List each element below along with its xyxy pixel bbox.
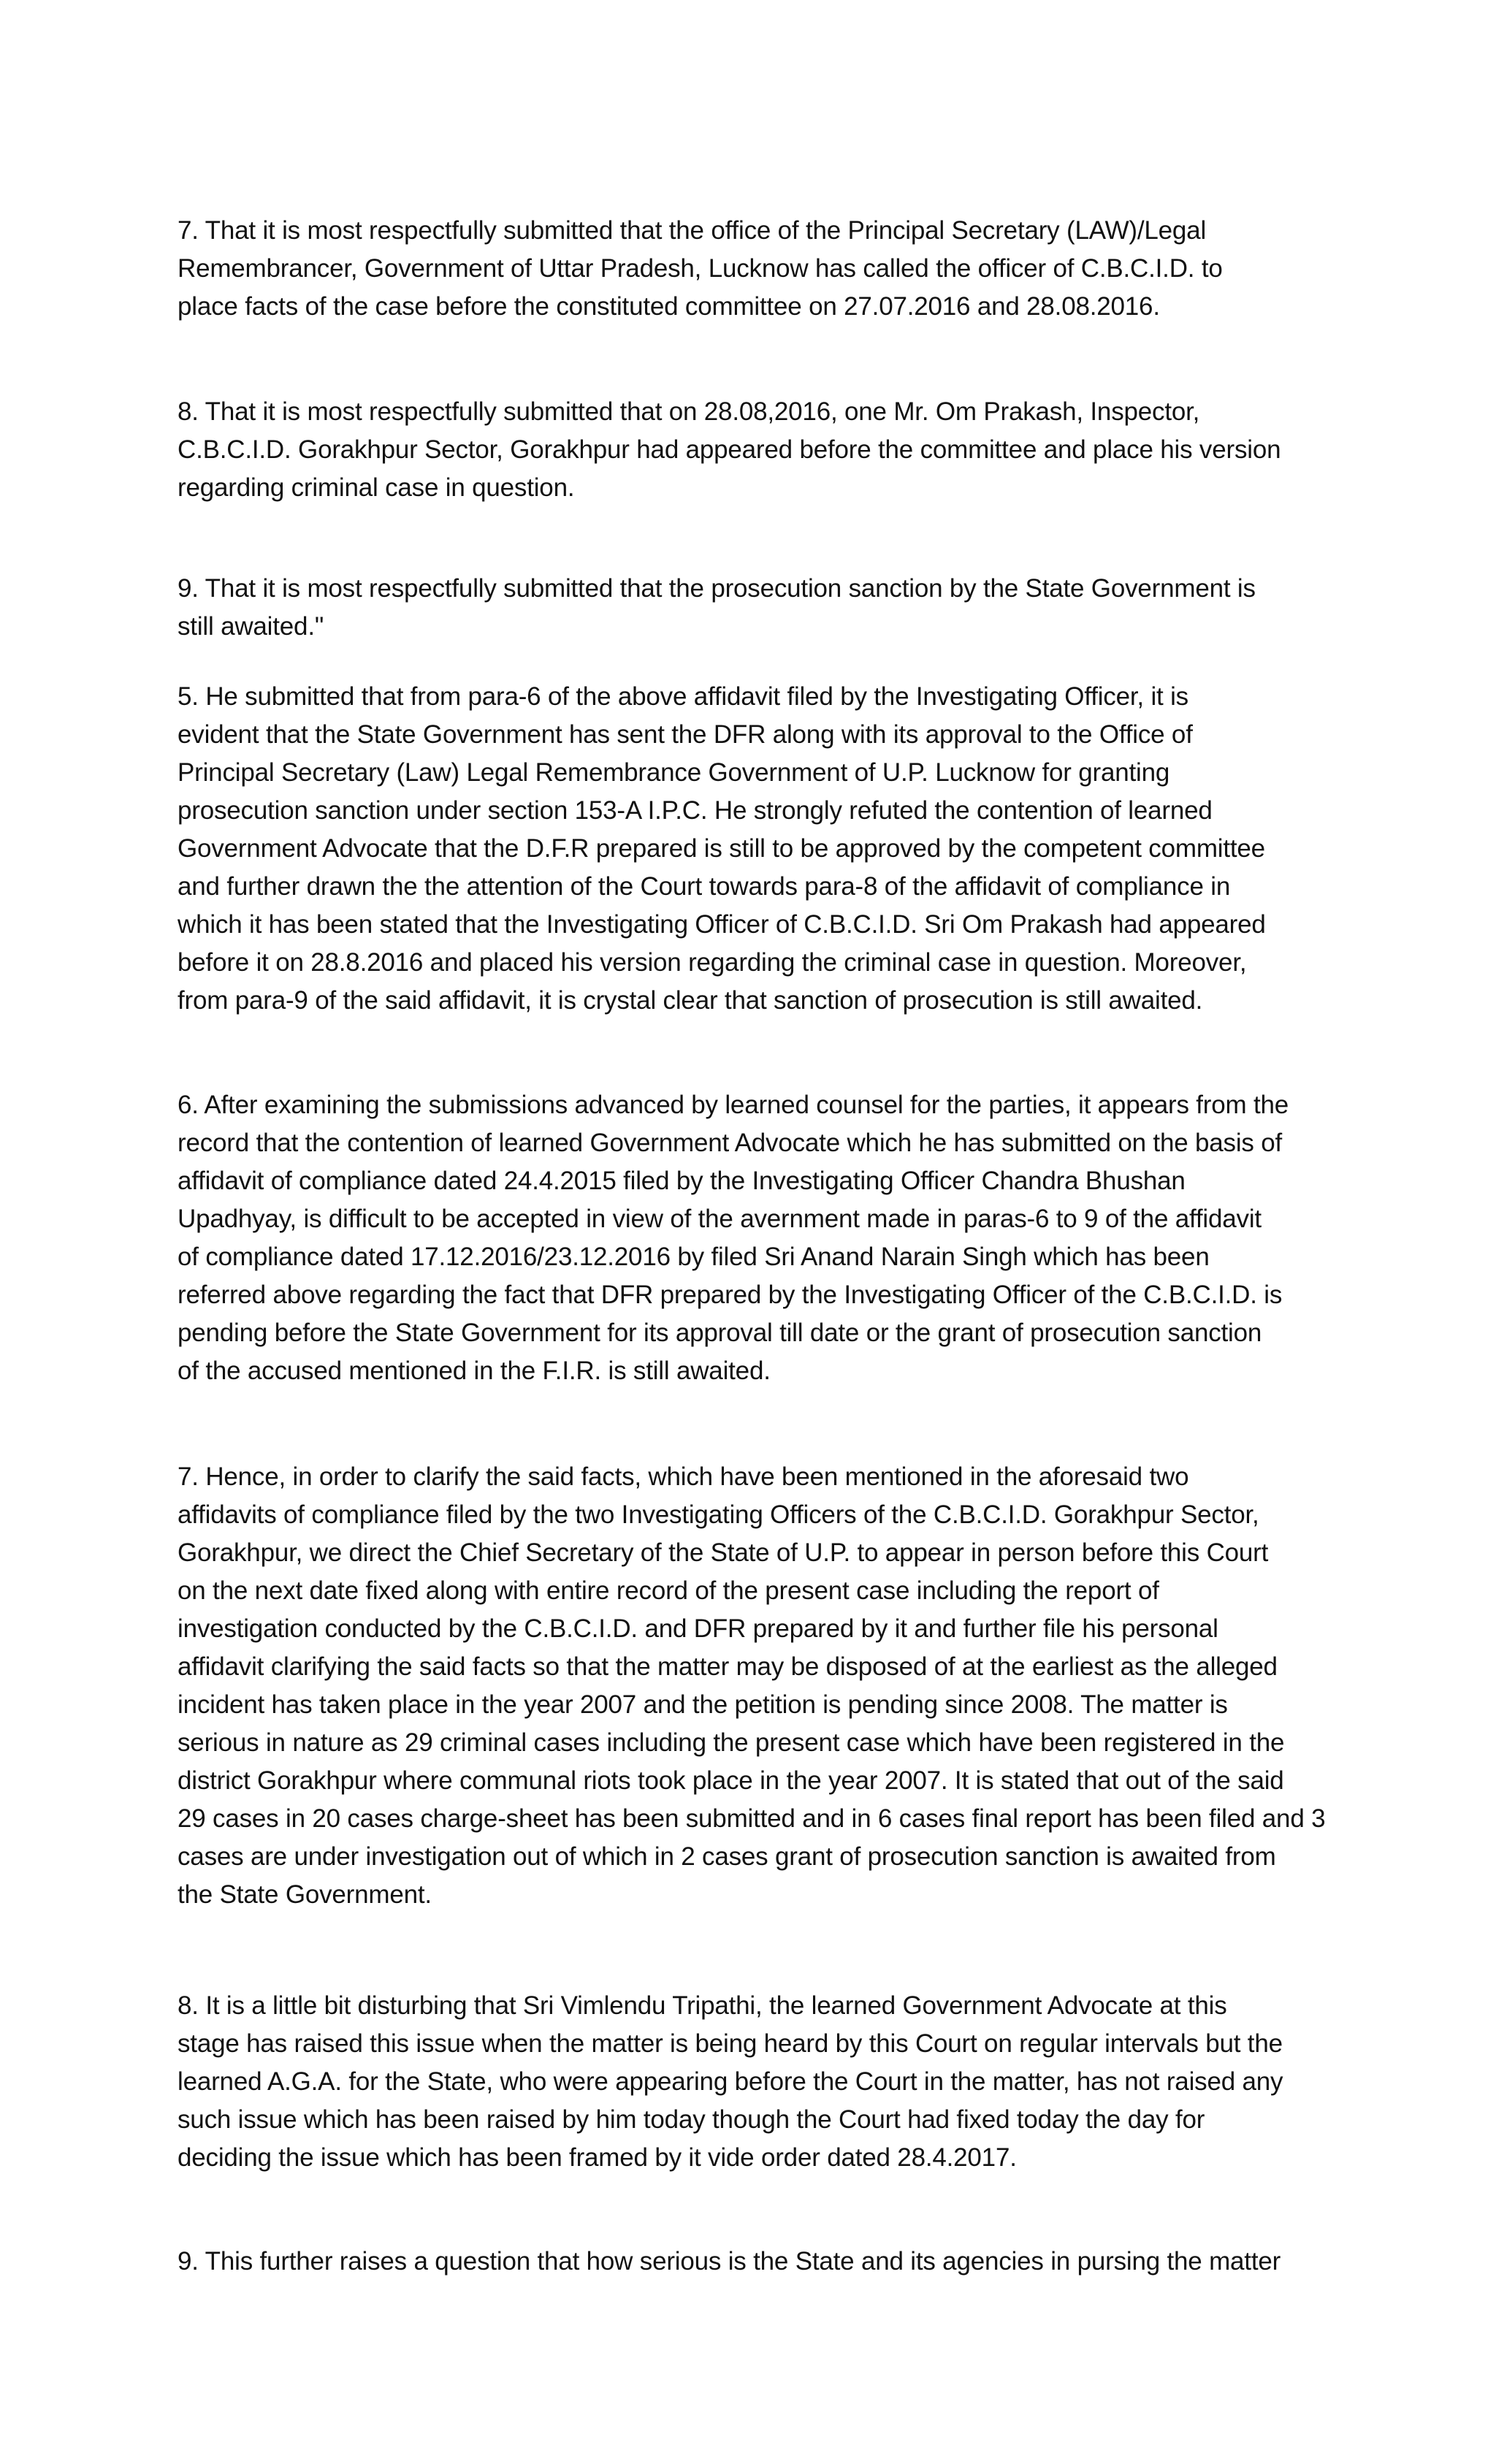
paragraph-7: 7. Hence, in order to clarify the said facts, which have been mentioned in the aforesaid two affidavits of compliance filed by the two Investigating Officers of the C.B.C.I.D. Gorakhpur Sector, Gorakhpur, we direct the Chief Secretary of the State of U.P. to appear in person before this Court on the next date fixed along with entire record of the present case including the report of investigation conducted by the C.B.C.I.D. and DFR prepared by it and further file his personal affidavit clarifying the said facts so that the matter may be disposed of at the earliest as the alleged incident has taken place in the year 2007 and the petition is pending since 2008. The matter is serious in nature as 29 criminal cases including the present case which have been registered in the district Gorakhpur where communal riots took place in the year 2007. It is stated that out of the said 29 cases in 20 cases charge-sheet has been submitted and in 6 cases final report has been filed and 3 cases are under investigation out of which in 2 cases grant of prosecution sanction is awaited from the State Government. bbox=[178, 1462, 1326, 1909]
paragraph-6: 6. After examining the submissions advanced by learned counsel for the parties, it appears from the record that the contention of learned Government Advocate which he has submitted on the basis of affidavit of compliance dated 24.4.2015 filed by the Investigating Officer Chandra Bhushan Upadhyay, is difficult to be accepted in view of the avernment made in paras-6 to 9 of the affidavit of compliance dated 17.12.2016/23.12.2016 by filed Sri Anand Narain Singh which has been referred above regarding the fact that DFR prepared by the Investigating Officer of the C.B.C.I.D. is pending before the State Government for its approval till date or the grant of prosecution sanction of the accused mentioned in the F.I.R. is still awaited. bbox=[178, 1091, 1289, 1385]
paragraph-8: 8. It is a little bit disturbing that Sri Vimlendu Tripathi, the learned Government Advocate at this stage has raised this issue when the matter is being heard by this Court on regular intervals but the learned A.G.A. for the State, who were appearing before the Court in the matter, has not raised any such issue which has been raised by him today though the Court had fixed today the day for deciding the issue which has been framed by it vide order dated 28.4.2017. bbox=[178, 1991, 1283, 2172]
paragraph-affidavit-7: 7. That it is most respectfully submitted that the office of the Principal Secretary (LAW)/Legal Remembrancer, Government of Uttar Pradesh, Lucknow has called the officer of C.B.C.I.D. to place facts of the case before the constituted committee on 27.07.2016 and 28.08.2016. bbox=[178, 216, 1223, 321]
paragraph-affidavit-8: 8. That it is most respectfully submitted that on 28.08,2016, one Mr. Om Prakash, Inspector, C.B.C.I.D. Gorakhpur Sector, Gorakhpur had appeared before the committee and place his version regarding criminal case in question. bbox=[178, 397, 1281, 502]
paragraph-affidavit-9: 9. That it is most respectfully submitted that the prosecution sanction by the State Government is still awaited." bbox=[178, 574, 1256, 641]
paragraph-5: 5. He submitted that from para-6 of the above affidavit filed by the Investigating Officer, it is evident that the State Government has sent the DFR along with its approval to the Office of Principal Secretary (Law) Legal Remembrance Government of U.P. Lucknow for granting prosecution sanction under section 153-A I.P.C. He strongly refuted the contention of learned Government Advocate that the D.F.R prepared is still to be approved by the competent committee and further drawn the the attention of the Court towards para-8 of the affidavit of compliance in which it has been stated that the Investigating Officer of C.B.C.I.D. Sri Om Prakash had appeared before it on 28.8.2016 and placed his version regarding the criminal case in question. Moreover, from para-9 of the said affidavit, it is crystal clear that sanction of prosecution is still awaited. bbox=[178, 682, 1266, 1015]
paragraph-9: 9. This further raises a question that how serious is the State and its agencies in pursing the matter bbox=[178, 2247, 1281, 2276]
